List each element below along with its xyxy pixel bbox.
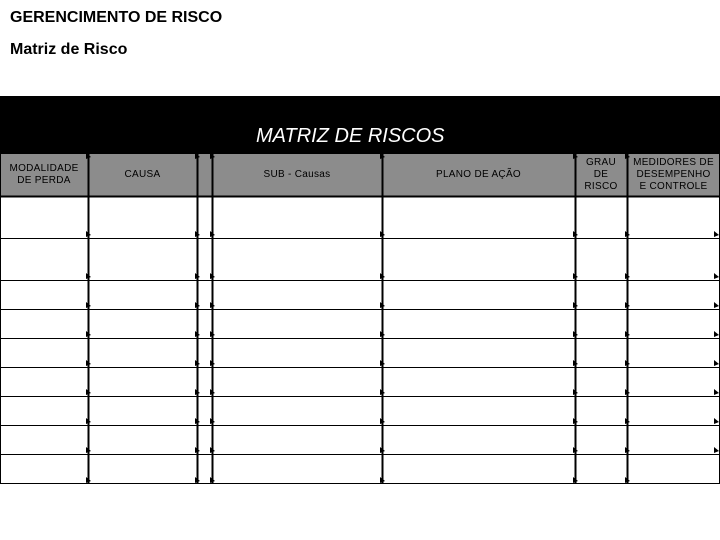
table-cell[interactable] — [0, 454, 88, 484]
table-cell[interactable] — [212, 367, 382, 396]
table-cell[interactable] — [627, 338, 720, 367]
table-cell[interactable] — [197, 238, 212, 280]
table-cell[interactable] — [382, 238, 575, 280]
table-cell[interactable] — [88, 396, 197, 425]
table-cell[interactable] — [212, 280, 382, 309]
table-cell[interactable] — [382, 196, 575, 238]
table-cell[interactable] — [382, 309, 575, 338]
table-cell[interactable] — [197, 309, 212, 338]
table-cell[interactable] — [197, 280, 212, 309]
table-cell[interactable] — [88, 454, 197, 484]
table-cell[interactable] — [212, 309, 382, 338]
table-cell[interactable] — [197, 196, 212, 238]
table-cell[interactable] — [88, 367, 197, 396]
table-cell[interactable] — [0, 309, 88, 338]
table-cell[interactable] — [575, 196, 627, 238]
table-cell[interactable] — [212, 238, 382, 280]
column-header-grau-de-risco: GRAU DE RISCO — [584, 157, 618, 192]
column-header-causa: CAUSA — [124, 169, 161, 180]
table-cell[interactable] — [0, 396, 88, 425]
table-cell[interactable] — [88, 425, 197, 454]
table-cell[interactable] — [575, 338, 627, 367]
table-cell[interactable] — [88, 280, 197, 309]
column-header-modalidade: MODALIDADE DE PERDA — [9, 163, 79, 186]
table-cell[interactable] — [627, 396, 720, 425]
table-cell[interactable] — [382, 425, 575, 454]
table-cell[interactable] — [627, 196, 720, 238]
table-cell[interactable] — [575, 309, 627, 338]
table-cell[interactable] — [88, 238, 197, 280]
table-cell[interactable] — [575, 238, 627, 280]
table-cell[interactable] — [197, 367, 212, 396]
matrix-title: MATRIZ DE RISCOS — [256, 125, 445, 147]
column-header-spacer — [197, 154, 212, 196]
table-cell[interactable] — [0, 367, 88, 396]
table-cell[interactable] — [212, 196, 382, 238]
matrix-banner — [0, 96, 720, 154]
page-subtitle: Matriz de Risco — [10, 41, 128, 58]
table-cell[interactable] — [0, 338, 88, 367]
table-cell[interactable] — [88, 309, 197, 338]
table-cell[interactable] — [0, 238, 88, 280]
table-cell[interactable] — [197, 396, 212, 425]
table-cell[interactable] — [575, 396, 627, 425]
table-cell[interactable] — [0, 196, 88, 238]
table-cell[interactable] — [212, 454, 382, 484]
table-cell[interactable] — [575, 454, 627, 484]
table-cell[interactable] — [197, 425, 212, 454]
table-cell[interactable] — [88, 196, 197, 238]
table-cell[interactable] — [212, 338, 382, 367]
table-cell[interactable] — [197, 454, 212, 484]
table-cell[interactable] — [627, 280, 720, 309]
table-cell[interactable] — [575, 425, 627, 454]
table-cell[interactable] — [382, 454, 575, 484]
table-cell[interactable] — [212, 396, 382, 425]
table-cell[interactable] — [382, 396, 575, 425]
column-header-sub-causas: SUB - Causas — [263, 169, 331, 180]
table-cell[interactable] — [88, 338, 197, 367]
table-cell[interactable] — [382, 280, 575, 309]
column-header-plano-de-acao: PLANO DE AÇÃO — [435, 169, 522, 180]
risk-matrix-table — [0, 154, 720, 484]
table-cell[interactable] — [627, 454, 720, 484]
column-header-medidores: MEDIDORES DE DESEMPENHO E CONTROLE — [633, 157, 714, 192]
table-cell[interactable] — [575, 280, 627, 309]
table-cell[interactable] — [197, 338, 212, 367]
table-cell[interactable] — [627, 367, 720, 396]
page-title: GERENCIMENTO DE RISCO — [10, 9, 223, 26]
table-cell[interactable] — [627, 309, 720, 338]
table-cell[interactable] — [0, 425, 88, 454]
table-cell[interactable] — [575, 367, 627, 396]
table-cell[interactable] — [627, 238, 720, 280]
table-cell[interactable] — [212, 425, 382, 454]
table-cell[interactable] — [382, 367, 575, 396]
table-cell[interactable] — [0, 280, 88, 309]
table-cell[interactable] — [382, 338, 575, 367]
table-cell[interactable] — [627, 425, 720, 454]
